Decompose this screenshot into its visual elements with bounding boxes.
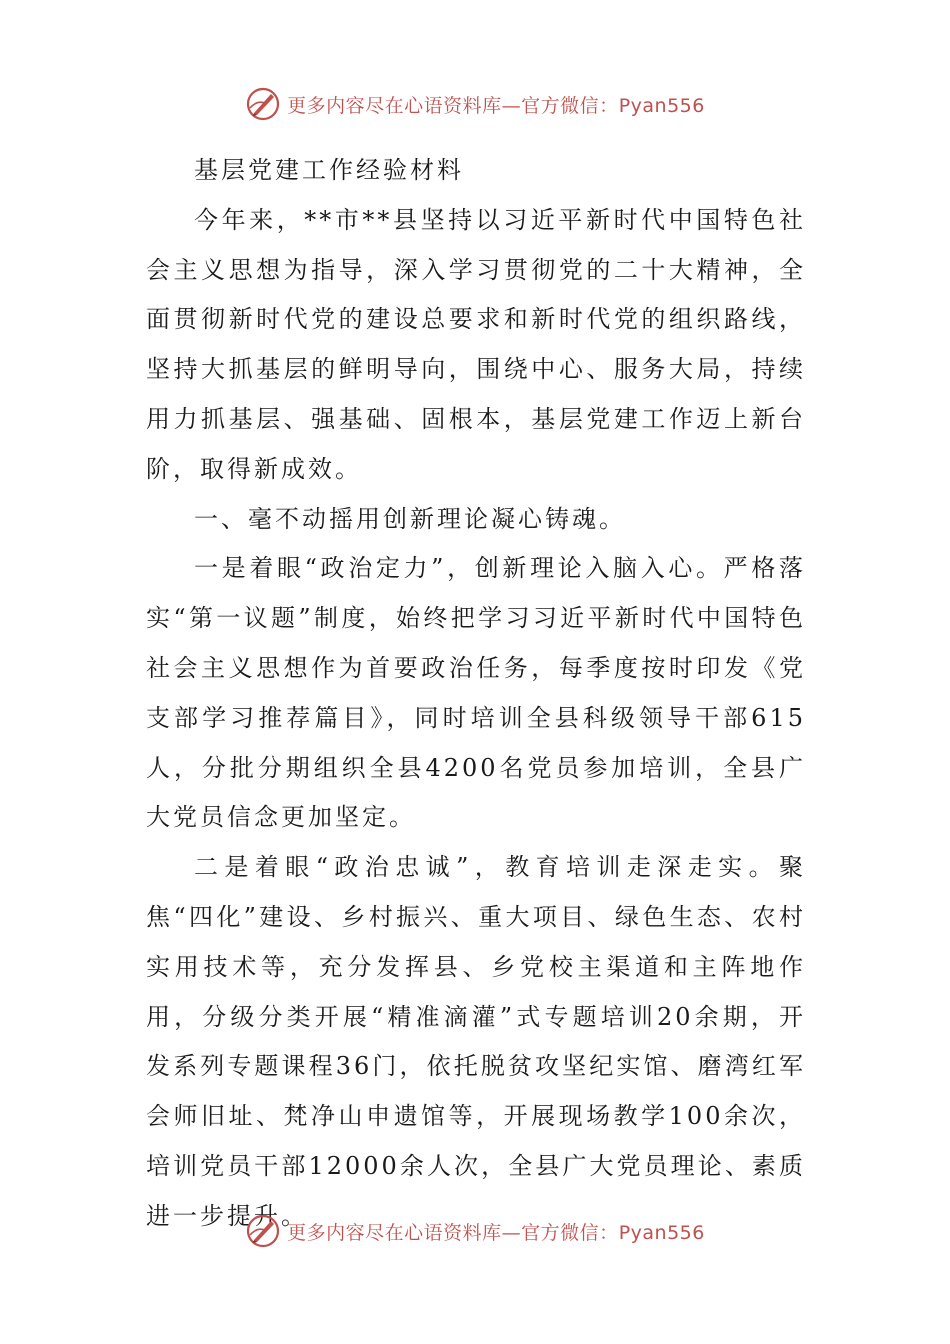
document-title: 基层党建工作经验材料 — [194, 156, 464, 184]
watermark-banner-top — [0, 84, 950, 124]
watermark-banner-bottom — [0, 1211, 950, 1251]
pen-logo-icon — [245, 1213, 281, 1249]
watermark-text: 更多内容尽在心语资料库—官方微信：Pyan556 — [287, 1221, 705, 1244]
paragraph: 今年来，**市**县坚持以习近平新时代中国特色社会主义思想为指导，深入学习贯彻党的二十大精神，全面贯彻新时代党的建设总要求和新时代党的组织路线，坚持大抓基层的鲜明导向，围绕中心、服务大局，持续用力抓基层、强基础、固根本，基层党建工作迈上新台阶，取得新成效。 — [146, 205, 806, 483]
section-heading: 一、毫不动摇用创新理论凝心铸魂。 — [194, 504, 626, 533]
paragraph: 二是着眼“政治忠诚”，教育培训走深走实。聚焦“四化”建设、乡村振兴、重大项目、绿色生态、农村实用技术等，充分发挥县、乡党校主渠道和主阵地作用，分级分类开展“精准滴灌”式专题培训20余期，开发系列专题课程36门，依托脱贫攻坚纪实馆、磨湾红军会师旧址、梵净山申遗馆等，开展现场教学100余次，培训党员干部12000余人次，全县广大党员理论、素质进一步提升。 — [146, 853, 806, 1230]
document-body — [146, 146, 806, 1242]
pen-logo-icon — [245, 86, 281, 122]
watermark-text: 更多内容尽在心语资料库—官方微信：Pyan556 — [287, 94, 705, 117]
paragraph: 一是着眼“政治定力”，创新理论入脑入心。严格落实“第一议题”制度，始终把学习习近平新时代中国特色社会主义思想作为首要政治任务，每季度按时印发《党支部学习推荐篇目》，同时培训全县科级领导干部615人，分批分期组织全县4200名党员参加培训，全县广大党员信念更加坚定。 — [146, 554, 806, 832]
